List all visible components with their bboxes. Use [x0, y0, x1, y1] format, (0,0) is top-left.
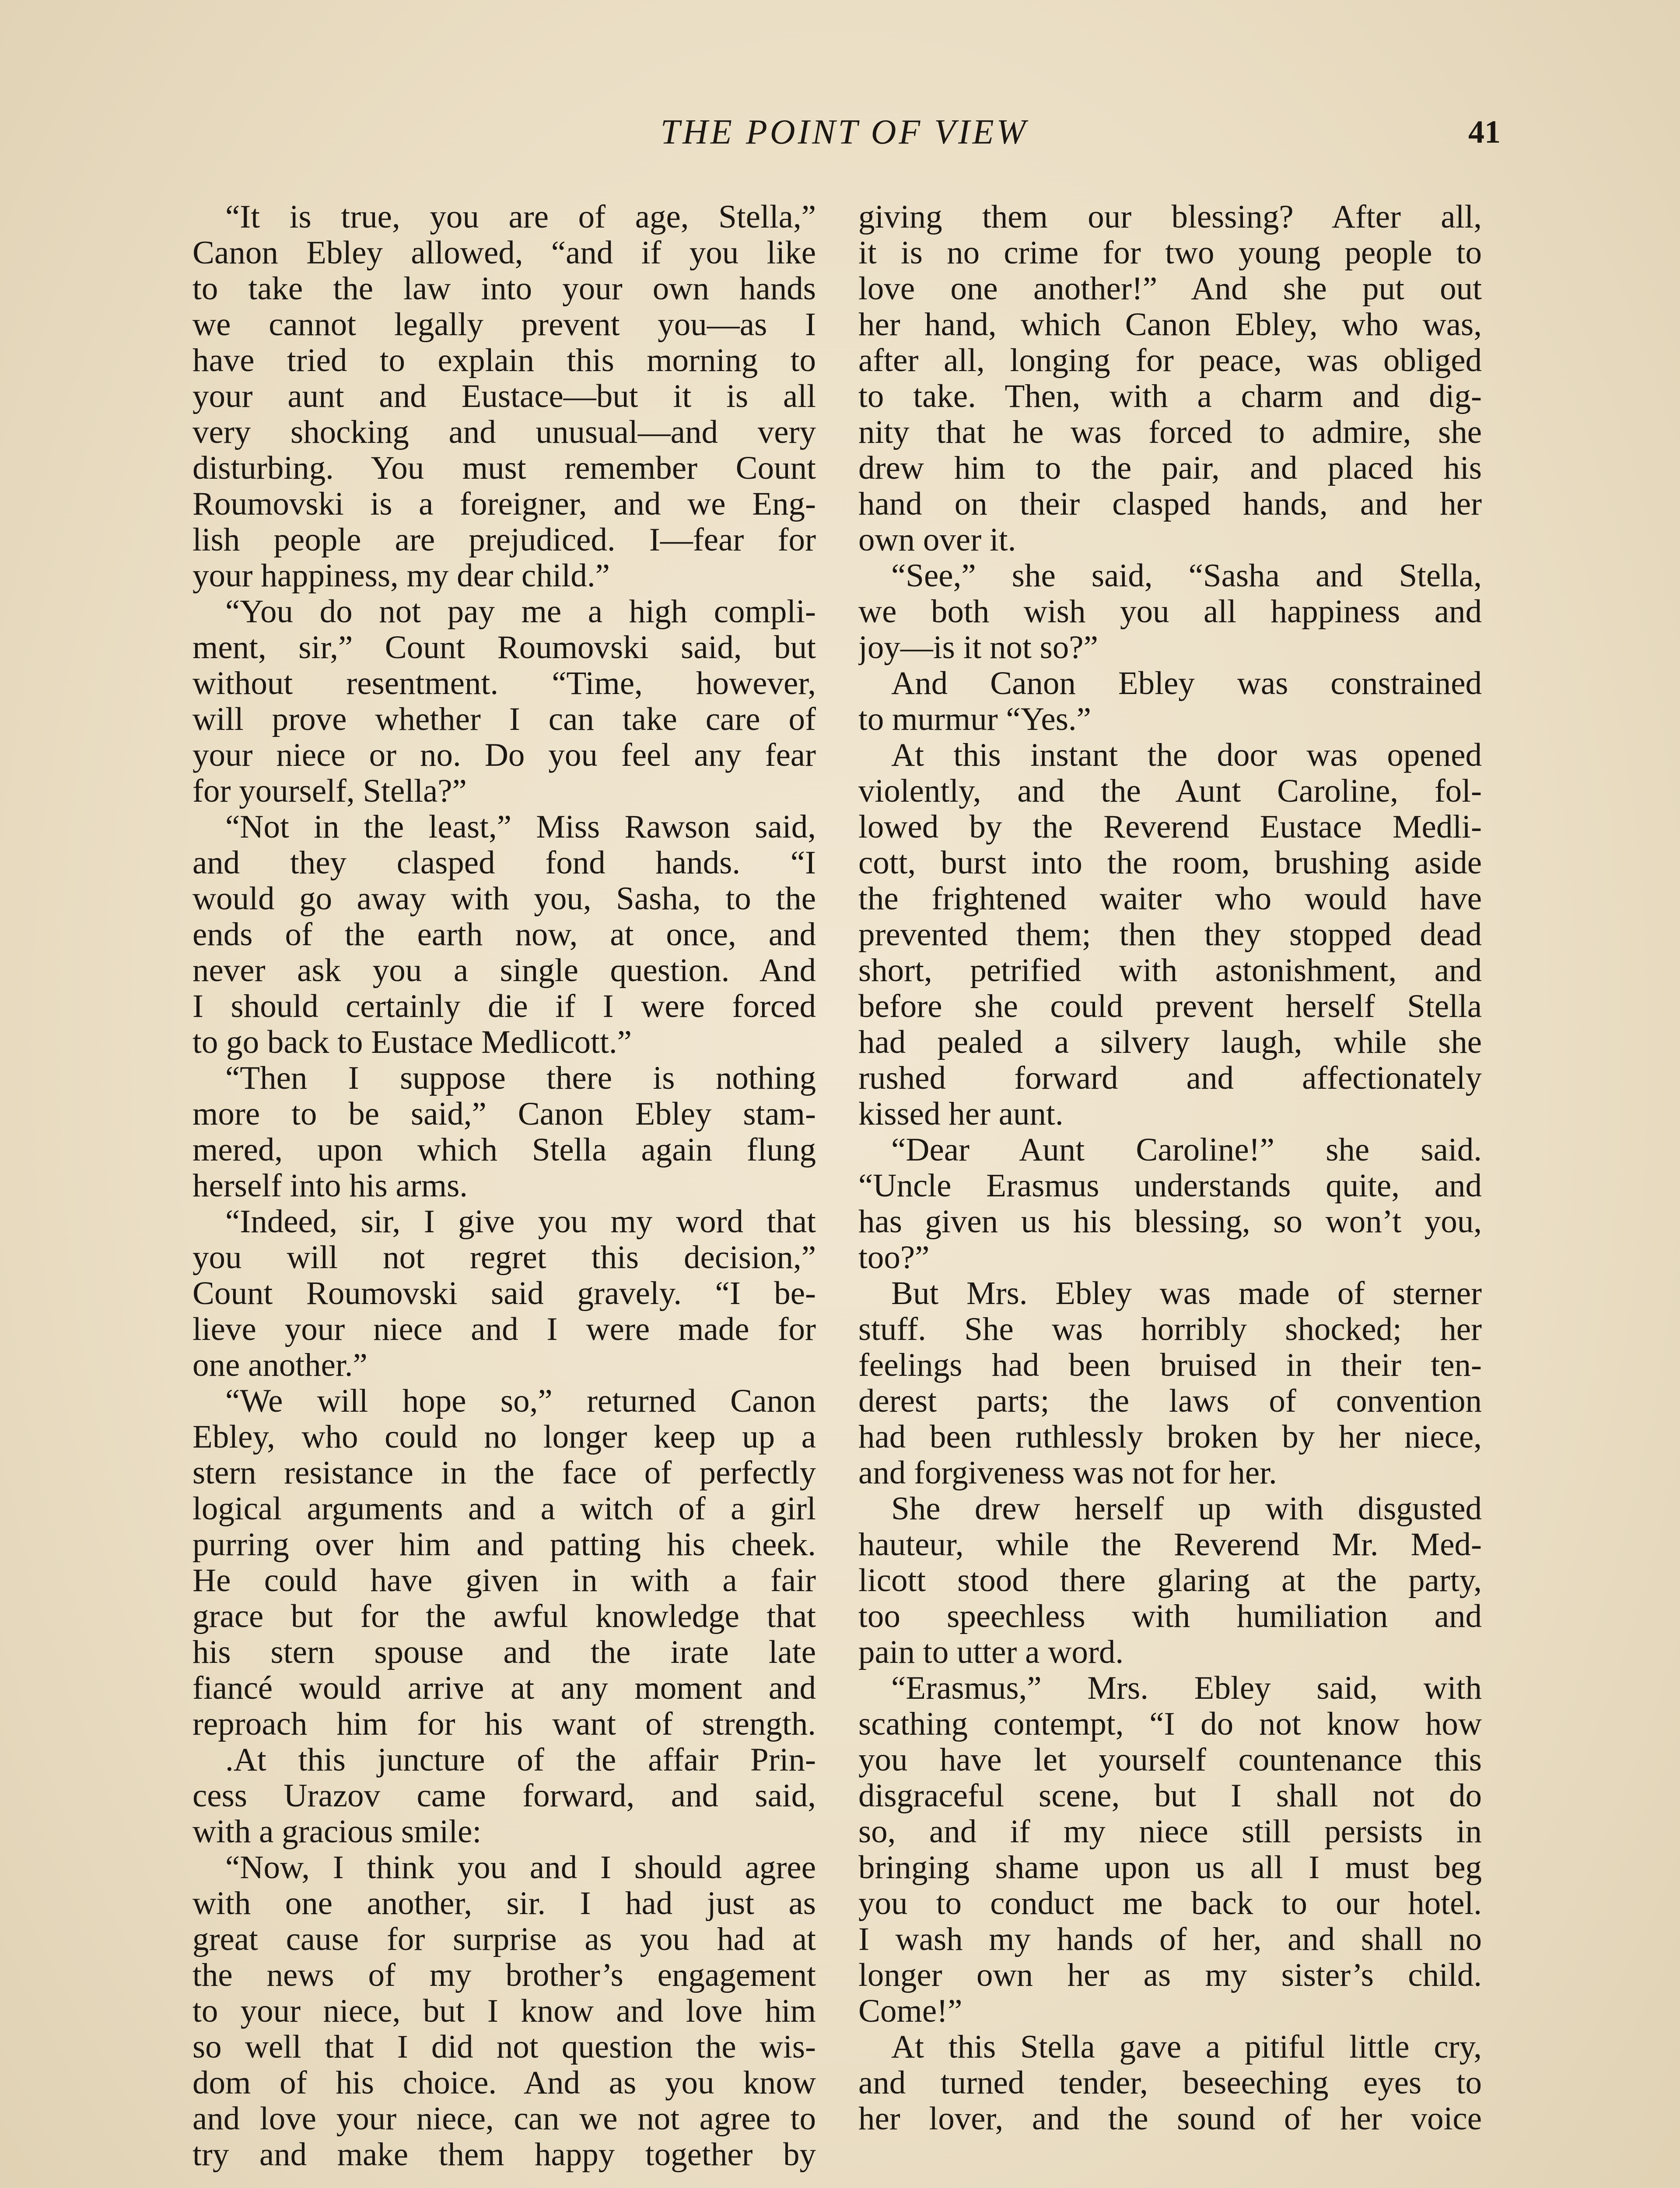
- left-column-line: never ask you a single question. And: [192, 953, 816, 989]
- left-column-line: dom of his choice. And as you know: [192, 2065, 816, 2101]
- right-column-line: At this instant the door was opened: [891, 737, 1482, 773]
- left-column-line: to your niece, but I know and love him: [192, 1993, 816, 2029]
- left-column-line: He could have given in with a fair: [192, 1563, 816, 1599]
- left-column-line: his stern spouse and the irate late: [192, 1634, 816, 1670]
- right-column-line: and forgiveness was not for her.: [858, 1455, 1277, 1491]
- right-column-line: giving them our blessing? After all,: [858, 199, 1482, 235]
- left-column-line: reproach him for his want of strength.: [192, 1706, 816, 1742]
- left-column-line: try and make them happy together by: [192, 2137, 816, 2173]
- left-column-line: one another.”: [192, 1347, 368, 1383]
- right-column-line: “Dear Aunt Caroline!” she said.: [891, 1132, 1482, 1168]
- right-column-line: so, and if my niece still persists in: [858, 1814, 1482, 1850]
- right-column-line: the frightened waiter who would have: [858, 881, 1482, 917]
- left-column-line: the news of my brother’s engagement: [192, 1957, 816, 1993]
- right-column-line: lowed by the Reverend Eustace Medli-: [858, 809, 1482, 845]
- left-column-line: have tried to explain this morning to: [192, 343, 816, 379]
- right-column-line: her lover, and the sound of her voice: [858, 2101, 1482, 2137]
- left-column-line: without resentment. “Time, however,: [192, 666, 816, 701]
- left-column-line: Count Roumovski said gravely. “I be-: [192, 1276, 816, 1311]
- right-column-line: to murmur “Yes.”: [858, 701, 1091, 737]
- left-column-line: your niece or no. Do you feel any fear: [192, 737, 816, 773]
- left-text-column: [192, 199, 816, 2173]
- left-column-line: I should certainly die if I were forced: [192, 989, 816, 1024]
- right-column-line: her hand, which Canon Ebley, who was,: [858, 307, 1482, 343]
- right-column-line: And Canon Ebley was constrained: [891, 666, 1482, 701]
- running-header-title: THE POINT OF VIEW: [660, 113, 1029, 151]
- left-column-line: grace but for the awful knowledge that: [192, 1599, 816, 1634]
- right-column-line: disgraceful scene, but I shall not do: [858, 1778, 1482, 1814]
- left-column-line: more to be said,” Canon Ebley stam-: [192, 1096, 816, 1132]
- right-column-line: longer own her as my sister’s child.: [858, 1957, 1482, 1993]
- right-column-line: you have let yourself countenance this: [858, 1742, 1482, 1778]
- right-column-line: hauteur, while the Reverend Mr. Med-: [858, 1527, 1482, 1563]
- right-column-line: licott stood there glaring at the party,: [858, 1563, 1482, 1599]
- left-column-line: logical arguments and a witch of a girl: [192, 1491, 816, 1527]
- right-column-line: She drew herself up with disgusted: [891, 1491, 1482, 1527]
- right-column-line: kissed her aunt.: [858, 1096, 1064, 1132]
- right-column-line: I wash my hands of her, and shall no: [858, 1922, 1482, 1957]
- left-column-line: your happiness, my dear child.”: [192, 558, 610, 594]
- left-column-line: “It is true, you are of age, Stella,”: [225, 199, 816, 235]
- left-column-line: “Now, I think you and I should agree: [225, 1850, 816, 1886]
- left-column-line: and love your niece, can we not agree to: [192, 2101, 816, 2137]
- right-text-column: [858, 199, 1482, 2137]
- left-column-line: and they clasped fond hands. “I: [192, 845, 816, 881]
- left-column-line: very shocking and unusual—and very: [192, 414, 816, 450]
- left-column-line: “We will hope so,” returned Canon: [225, 1383, 816, 1419]
- right-column-line: “Uncle Erasmus understands quite, and: [858, 1168, 1482, 1204]
- left-column-line: will prove whether I can take care of: [192, 701, 816, 737]
- right-column-line: you to conduct me back to our hotel.: [858, 1886, 1482, 1922]
- right-column-line: derest parts; the laws of convention: [858, 1383, 1482, 1419]
- right-column-line: too speechless with humiliation and: [858, 1599, 1482, 1634]
- right-column-line: “Erasmus,” Mrs. Ebley said, with: [891, 1670, 1482, 1706]
- left-column-line: you will not regret this decision,”: [192, 1240, 816, 1276]
- left-column-line: “Not in the least,” Miss Rawson said,: [225, 809, 816, 845]
- right-column-line: and turned tender, beseeching eyes to: [858, 2065, 1482, 2101]
- left-column-line: Ebley, who could no longer keep up a: [192, 1419, 816, 1455]
- right-column-line: after all, longing for peace, was obliged: [858, 343, 1482, 379]
- right-column-line: before she could prevent herself Stella: [858, 989, 1482, 1024]
- left-column-line: Canon Ebley allowed, “and if you like: [192, 235, 816, 271]
- right-column-line: Come!”: [858, 1993, 962, 2029]
- right-column-line: pain to utter a word.: [858, 1634, 1124, 1670]
- left-column-line: ends of the earth now, at once, and: [192, 917, 816, 953]
- left-column-line: to go back to Eustace Medlicott.”: [192, 1024, 632, 1060]
- right-column-line: stuff. She was horribly shocked; her: [858, 1311, 1482, 1347]
- left-column-line: we cannot legally prevent you—as I: [192, 307, 816, 343]
- right-column-line: love one another!” And she put out: [858, 271, 1482, 307]
- right-column-line: scathing contempt, “I do not know how: [858, 1706, 1482, 1742]
- left-column-line: so well that I did not question the wis-: [192, 2029, 816, 2065]
- left-column-line: Roumovski is a foreigner, and we Eng-: [192, 486, 816, 522]
- left-column-line: mered, upon which Stella again flung: [192, 1132, 816, 1168]
- right-column-line: At this Stella gave a pitiful little cry,: [891, 2029, 1482, 2065]
- right-column-line: had been ruthlessly broken by her niece,: [858, 1419, 1482, 1455]
- right-column-line: nity that he was forced to admire, she: [858, 414, 1482, 450]
- left-column-line: fiancé would arrive at any moment and: [192, 1670, 816, 1706]
- left-column-line: your aunt and Eustace—but it is all: [192, 379, 816, 414]
- left-column-line: purring over him and patting his cheek.: [192, 1527, 816, 1563]
- left-column-line: cess Urazov came forward, and said,: [192, 1778, 816, 1814]
- left-column-line: “You do not pay me a high compli-: [225, 594, 816, 630]
- right-column-line: drew him to the pair, and placed his: [858, 450, 1482, 486]
- right-column-line: “See,” she said, “Sasha and Stella,: [891, 558, 1482, 594]
- left-column-line: .At this juncture of the affair Prin-: [225, 1742, 816, 1778]
- left-column-line: with a gracious smile:: [192, 1814, 482, 1850]
- right-column-line: prevented them; then they stopped dead: [858, 917, 1482, 953]
- right-column-line: it is no crime for two young people to: [858, 235, 1482, 271]
- right-column-line: rushed forward and affectionately: [858, 1060, 1482, 1096]
- left-column-line: ment, sir,” Count Roumovski said, but: [192, 630, 816, 666]
- left-column-line: herself into his arms.: [192, 1168, 468, 1204]
- right-column-line: too?”: [858, 1240, 930, 1276]
- left-column-line: stern resistance in the face of perfectly: [192, 1455, 816, 1491]
- left-column-line: to take the law into your own hands: [192, 271, 816, 307]
- left-column-line: lish people are prejudiced. I—fear for: [192, 522, 816, 558]
- right-column-line: has given us his blessing, so won’t you,: [858, 1204, 1482, 1240]
- right-column-line: we both wish you all happiness and: [858, 594, 1482, 630]
- right-column-line: to take. Then, with a charm and dig-: [858, 379, 1482, 414]
- right-column-line: had pealed a silvery laugh, while she: [858, 1024, 1482, 1060]
- left-column-line: with one another, sir. I had just as: [192, 1886, 816, 1922]
- right-column-line: hand on their clasped hands, and her: [858, 486, 1482, 522]
- page-number: 41: [1468, 114, 1501, 150]
- right-column-line: bringing shame upon us all I must beg: [858, 1850, 1482, 1886]
- left-column-line: disturbing. You must remember Count: [192, 450, 816, 486]
- right-column-line: But Mrs. Ebley was made of sterner: [891, 1276, 1482, 1311]
- right-column-line: cott, burst into the room, brushing aside: [858, 845, 1482, 881]
- right-column-line: violently, and the Aunt Caroline, fol-: [858, 773, 1482, 809]
- left-column-line: great cause for surprise as you had at: [192, 1922, 816, 1957]
- right-column-line: feelings had been bruised in their ten-: [858, 1347, 1482, 1383]
- left-column-line: lieve your niece and I were made for: [192, 1311, 816, 1347]
- right-column-line: short, petrified with astonishment, and: [858, 953, 1482, 989]
- left-column-line: would go away with you, Sasha, to the: [192, 881, 816, 917]
- left-column-line: “Indeed, sir, I give you my word that: [225, 1204, 816, 1240]
- left-column-line: for yourself, Stella?”: [192, 773, 467, 809]
- right-column-line: joy—is it not so?”: [858, 630, 1098, 666]
- left-column-line: “Then I suppose there is nothing: [225, 1060, 816, 1096]
- right-column-line: own over it.: [858, 522, 1016, 558]
